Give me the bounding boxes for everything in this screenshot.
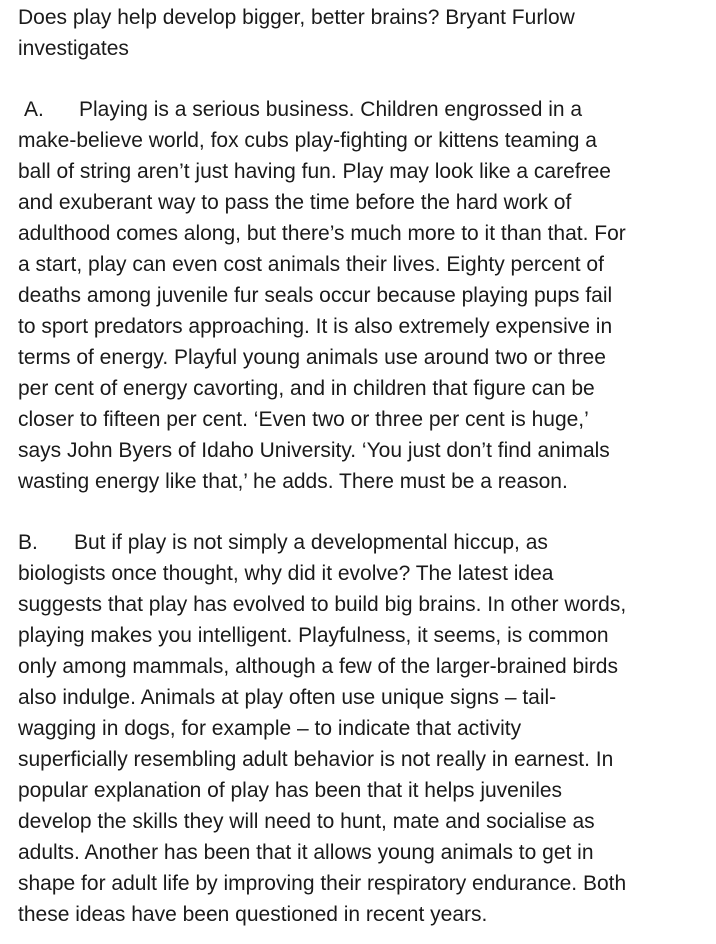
section-b-line: playing makes you intelligent. Playfulness, it seems, is common	[18, 624, 609, 647]
section-b-line: develop the skills they will need to hunt, mate and socialise as	[18, 810, 595, 833]
section-a-first-text: Playing is a serious business. Children engrossed in a	[79, 98, 583, 121]
section-b-line: wagging in dogs, for example – to indicate that activity	[18, 717, 522, 740]
intro-line: Does play help develop bigger, better brains? Bryant Furlow	[18, 6, 575, 29]
intro	[18, 2, 698, 64]
section-b-letter: B.	[18, 531, 38, 554]
section-a-line: wasting energy like that,’ he adds. There must be a reason.	[18, 470, 568, 493]
section-b-line: biologists once thought, why did it evolve? The latest idea	[18, 562, 554, 585]
paragraph-gap	[18, 64, 698, 94]
section-b-line: adults. Another has been that it allows young animals to get in	[18, 841, 594, 864]
section-b	[18, 527, 698, 930]
section-a-line: ball of string aren’t just having fun. Play may look like a carefree	[18, 160, 611, 183]
section-a-line: per cent of energy cavorting, and in children that figure can be	[18, 377, 595, 400]
section-b-line: shape for adult life by improving their respiratory endurance. Both	[18, 872, 627, 895]
section-a	[18, 94, 698, 497]
section-b-line: superficially resembling adult behavior is not really in earnest. In	[18, 748, 614, 771]
section-a-line: make-believe world, fox cubs play-fighting or kittens teaming a	[18, 129, 597, 152]
section-a-first-line	[18, 94, 698, 125]
section-b-line: popular explanation of play has been that it helps juveniles	[18, 779, 563, 802]
paragraph-gap	[18, 497, 698, 527]
section-a-line: deaths among juvenile fur seals occur because playing pups fail	[18, 284, 613, 307]
section-a-letter: A.	[24, 98, 44, 121]
section-b-line: also indulge. Animals at play often use unique signs – tail-	[18, 686, 557, 709]
section-a-line: adulthood comes along, but there’s much more to it than that. For	[18, 222, 626, 245]
section-b-line: suggests that play has evolved to build big brains. In other words,	[18, 593, 627, 616]
section-a-line: terms of energy. Playful young animals use around two or three	[18, 346, 606, 369]
section-b-first-line	[18, 527, 698, 558]
section-a-line: to sport predators approaching. It is also extremely expensive in	[18, 315, 613, 338]
section-a-line: says John Byers of Idaho University. ‘You just don’t find animals	[18, 439, 610, 462]
section-b-line: only among mammals, although a few of the larger-brained birds	[18, 655, 618, 678]
section-b-line: these ideas have been questioned in recent years.	[18, 903, 488, 926]
section-a-line: a start, play can even cost animals their lives. Eighty percent of	[18, 253, 604, 276]
intro-line: investigates	[18, 37, 129, 60]
section-a-line: and exuberant way to pass the time before the hard work of	[18, 191, 572, 214]
section-a-line: closer to fifteen per cent. ‘Even two or three per cent is huge,’	[18, 408, 589, 431]
section-b-first-text: But if play is not simply a developmental hiccup, as	[74, 531, 548, 554]
